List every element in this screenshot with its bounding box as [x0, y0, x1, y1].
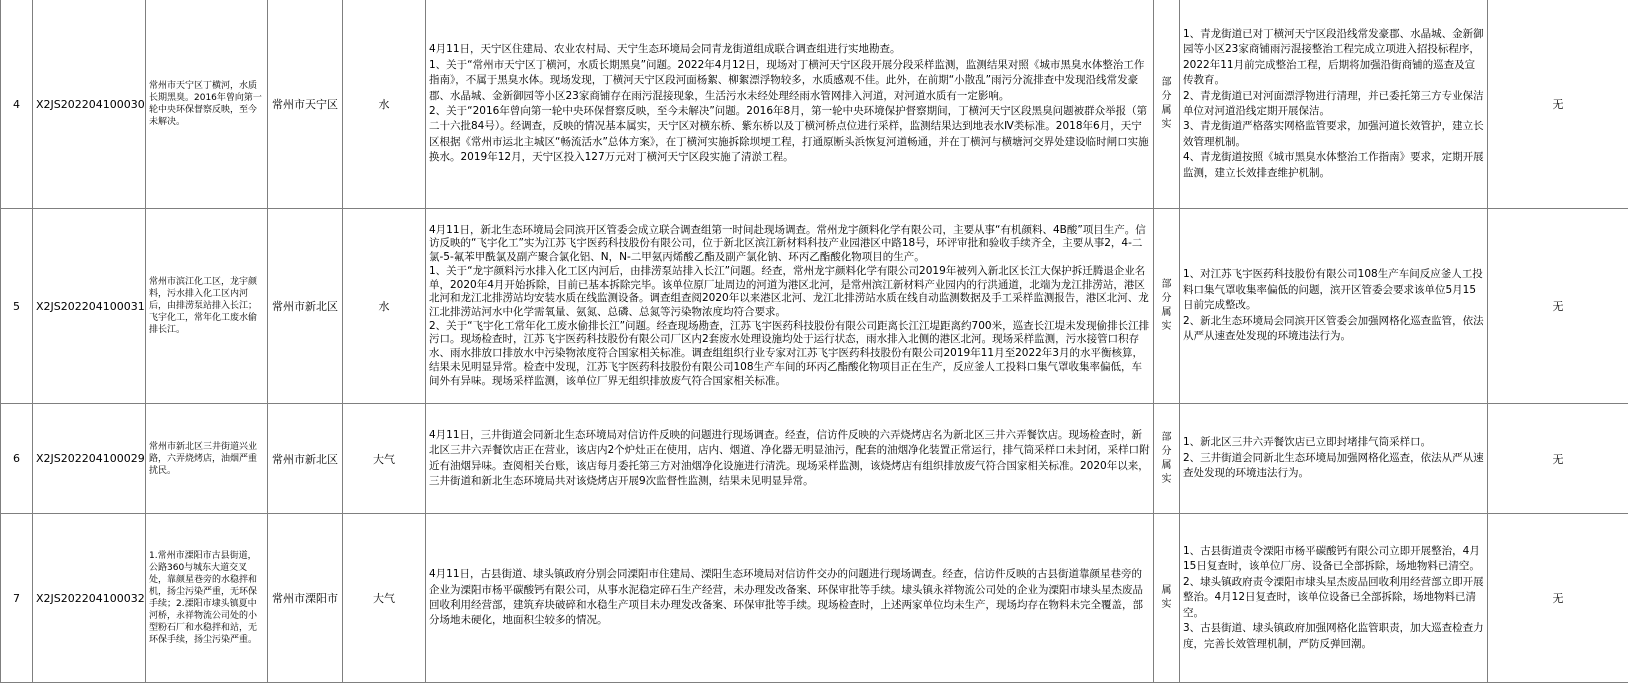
- finding-paragraph: 4月11日，三井街道会同新北生态环境局对信访件反映的问题进行现场调查。经查，信访件反映的六弄烧烤店名为新北区三井六弄餐饮店。现场检查时，新北区三井六弄餐饮店正在营业，该店内2个炉灶正在使用，店内、烟道、净化器无明显油污，配套的油烟净化装置正常运行，排气筒采样口未封闭，采样口附近有油烟异味。查阅相关台账，该店每月委托第三方对油烟净化设施进行清洗。现场采样监测，该烧烤店有组织排放废气符合国家相关标准。2020年以来，三井街道和新北生态环境局共对该烧烤店开展9次监督性监测，结果未见明显异常。: [429, 428, 1150, 487]
- complaint-summary: 常州市新北区三井街道兴业路，六弄烧烤店，油烟严重扰民。: [146, 404, 268, 514]
- action-item: 1、新北区三井六弄餐饮店已立即封堵排气筒采样口。: [1183, 436, 1432, 449]
- table-row: [1, 0, 1628, 209]
- pollution-type: 大气: [343, 514, 426, 683]
- rectification-actions: [1180, 404, 1488, 514]
- complaint-summary: 常州市滨江化工区，龙宇颜料，污水排入化工区内河后，由排涝泵站排入长江；飞宇化工，常年化工废水偷排长江。: [146, 209, 268, 404]
- action-item: 1、古县街道责令溧阳市杨平碳酸钙有限公司立即开展整治，4月15日复查时，该单位厂房、设备已全部拆除，场地物料已清空。: [1183, 545, 1480, 573]
- pollution-type: 水: [343, 209, 426, 404]
- row-number: 5: [1, 209, 33, 404]
- case-id: X2JS202204100030: [33, 0, 146, 209]
- finding-paragraph: 4月11日，天宁区住建局、农业农村局、天宁生态环境局会同青龙街道组成联合调查组进行实地勘查。: [429, 43, 901, 56]
- accountability: 无: [1488, 404, 1628, 514]
- accountability: 无: [1488, 0, 1628, 209]
- rectification-actions: [1180, 209, 1488, 404]
- action-item: 2、埭头镇政府责令溧阳市埭头星杰废品回收利用经营部立即开展整治。4月12日复查时，该单位设备已全部拆除，场地物料已清空。: [1183, 575, 1484, 619]
- rectification-actions: [1180, 0, 1488, 209]
- complaint-summary: 常州市天宁区丁横河，水质长期黑臭。2016年曾向第一轮中央环保督察反映，至今未解决。: [146, 0, 268, 209]
- finding-paragraph: 1、关于“龙宇颜料污水排入化工区内河后，由排涝泵站排入长江”问题。经查，常州龙宇颜料化学有限公司2019年被列入新北区长江大保护拆迁腾退企业名单，2020年4月开始拆除，目前已基本拆除完毕。该单位原厂址周边的河道为港区北河，是常州滨江新材料产业园内的行洪通道，北端为龙江排涝站，港区北河和龙江北排涝站均安装水质在线监测设备。调查组查阅2020年以来港区北河、龙江北排涝站水质在线自动监测数据及手工采样监测报告，港区北河、龙江北排涝站河水中化学需氧量、氨氮、总磷、总氮等污染物浓度均符合要求。: [429, 264, 1149, 318]
- investigation-findings: [426, 0, 1154, 209]
- finding-paragraph: 1、关于“常州市天宁区丁横河，水质长期黑臭”问题。2022年4月12日，现场对丁横河天宁区段开展分段采样监测，监测结果对照《城市黑臭水体整治工作指南》，不属于黑臭水体。现场发现，丁横河天宁区段河面杨絮、柳絮漂浮物较多，水质感观不佳。此外，在前期“小散乱”雨污分流排查中发现沿线常发豪郡、水晶城、金新御园等小区23家商铺存在雨污混接现象，生活污水未经处理经雨水管网排入河道，对河道水质有一定影响。: [429, 58, 1145, 102]
- row-number: 4: [1, 0, 33, 209]
- table-row: [1, 404, 1628, 514]
- table-row: [1, 514, 1628, 683]
- accountability: 无: [1488, 209, 1628, 404]
- finding-paragraph: 4月11日，古县街道、埭头镇政府分别会同溧阳市住建局、溧阳生态环境局对信访件交办的问题进行现场调查。经查，信访件反映的古县街道靠颜星巷旁的企业为溧阳市杨平碳酸钙有限公司，从事水泥稳定碎石生产经营，未办理发改备案、环保审批等手续。埭头镇永祥物流公司处的企业为溧阳市埭头星杰废品回收利用经营部，建筑弃块破碎和水稳生产项目未办理发改备案、环保审批等手续。现场检查时，上述两家单位均未生产，现场均存在物料未完全覆盖，部分场地未硬化，地面积尘较多的情况。: [429, 568, 1143, 627]
- complaint-summary: 1.常州市溧阳市古县街道，公路360与城东大道交叉处，靠颜星巷旁的水稳拌和机，扬尘污染严重，无环保手续；2.溧阳市埭头镇夏中河桥，永祥物流公司处的小型粉石厂和水稳拌和站，无环保手续，扬尘污染严重。: [146, 514, 268, 683]
- investigation-findings: [426, 514, 1154, 683]
- case-id: X2JS202204100029: [33, 404, 146, 514]
- action-item: 2、新北生态环境局会同滨开区管委会加强网格化巡查监管，依法从严从速查处发现的环境违法行为。: [1183, 314, 1484, 343]
- finding-paragraph: 4月11日，新北生态环境局会同滨开区管委会成立联合调查组第一时间赴现场调查。常州龙宇颜料化学有限公司，主要从事“有机颜料、4B酸”项目生产。信访反映的“飞宇化工”实为江苏飞宇医药科技股份有限公司，位于新北区滨江新材料科技产业园港区中路18号，环评审批和验收手续齐全，主要从事2，4-二氯-5-氟苯甲酰氯及副产聚合氯化铝、N，N-二甲氨丙烯酸乙酯及副产氯化钠、环丙乙酯酸化物项目的生产。: [429, 223, 1146, 264]
- finding-paragraph: 2、关于“2016年曾向第一轮中央环保督察反映，至今未解决”问题。2016年8月，第一轮中央环境保护督察期间，丁横河天宁区段黑臭问题被群众举报（第二十六批84号）。经调查，反映的情况基本属实，天宁区对横东桥、紫东桥以及丁横河桥点位进行采样，监测结果达到地表水Ⅳ类标准。2018年6月，天宁区根据《常州市运北主城区“畅流活水”总体方案》，在丁横河实施拆除坝埂工程，打通原断头浜恢复河道畅通，并在丁横河与横塘河交界处建设临时闸口实施换水。2019年12月，天宁区投入127万元对丁横河天宁区段实施了清淤工程。: [429, 105, 1149, 164]
- admin-area: 常州市溧阳市: [268, 514, 343, 683]
- admin-area: 常州市天宁区: [268, 0, 343, 209]
- pollution-type: 大气: [343, 404, 426, 514]
- investigation-findings: [426, 404, 1154, 514]
- action-item: 2、青龙街道已对河面漂浮物进行清理，并已委托第三方专业保洁单位对河道沿线定期开展保洁。: [1183, 89, 1484, 117]
- action-item: 1、对江苏飞宇医药科技股份有限公司108生产车间反应釜人工投料口集气罩收集率偏低的问题，滨开区管委会要求该单位5月15日前完成整改。: [1183, 268, 1483, 312]
- rectification-actions: [1180, 514, 1488, 683]
- action-item: 1、青龙街道已对丁横河天宁区段沿线常发豪郡、水晶城、金新御园等小区23家商铺雨污混接整治工程完成立项进入招投标程序，2022年11月前完成整治工程，后期将加强沿街商铺的巡查及宣传教育。: [1183, 27, 1484, 87]
- verdict: 部分属实: [1154, 209, 1180, 404]
- verdict: 部分属实: [1154, 0, 1180, 209]
- case-id: X2JS202204100031: [33, 209, 146, 404]
- pollution-type: 水: [343, 0, 426, 209]
- accountability: 无: [1488, 514, 1628, 683]
- admin-area: 常州市新北区: [268, 209, 343, 404]
- case-id: X2JS202204100032: [33, 514, 146, 683]
- admin-area: 常州市新北区: [268, 404, 343, 514]
- row-number: 6: [1, 404, 33, 514]
- investigation-findings: [426, 209, 1154, 404]
- action-item: 4、青龙街道按照《城市黑臭水体整治工作指南》要求，定期开展监测，建立长效排查维护机制。: [1183, 151, 1484, 179]
- verdict: 部分属实: [1154, 404, 1180, 514]
- row-number: 7: [1, 514, 33, 683]
- table-row: [1, 209, 1628, 404]
- action-item: 3、古县街道、埭头镇政府加强网格化监管职责，加大巡查检查力度，完善长效管理机制，严防反弹回潮。: [1183, 622, 1484, 650]
- finding-paragraph: 2、关于“飞宇化工常年化工废水偷排长江”问题。经查现场勘查，江苏飞宇医药科技股份有限公司距离长江江堤距离约700米，巡查长江堤未发现偷排长江排污口。现场检查时，江苏飞宇医药科技股份有限公司厂区内2套废水处理设施均处于运行状态，雨水排入北侧的港区北河。现场采样监测，污水接管口积存水、雨水排放口排放水中污染物浓度符合国家相关标准。调查组组织行业专家对江苏飞宇医药科技股份有限公司2019年11月至2022年3月的水平衡核算，结果未见明显异常。检查中发现，江苏飞宇医药科技股份有限公司108生产车间的环丙乙酯酸化物项目正在生产，反应釜人工投料口集气罩收集率偏低，车间外有异味。现场采样监测，该单位厂界无组织排放废气符合国家相关标准。: [429, 319, 1150, 387]
- verdict: 属实: [1154, 514, 1180, 683]
- action-item: 3、青龙街道严格落实网格监管要求，加强河道长效管护，建立长效管理机制。: [1183, 120, 1484, 148]
- action-item: 2、三井街道会同新北生态环境局加强网格化巡查，依法从严从速查处发现的环境违法行为。: [1183, 451, 1484, 480]
